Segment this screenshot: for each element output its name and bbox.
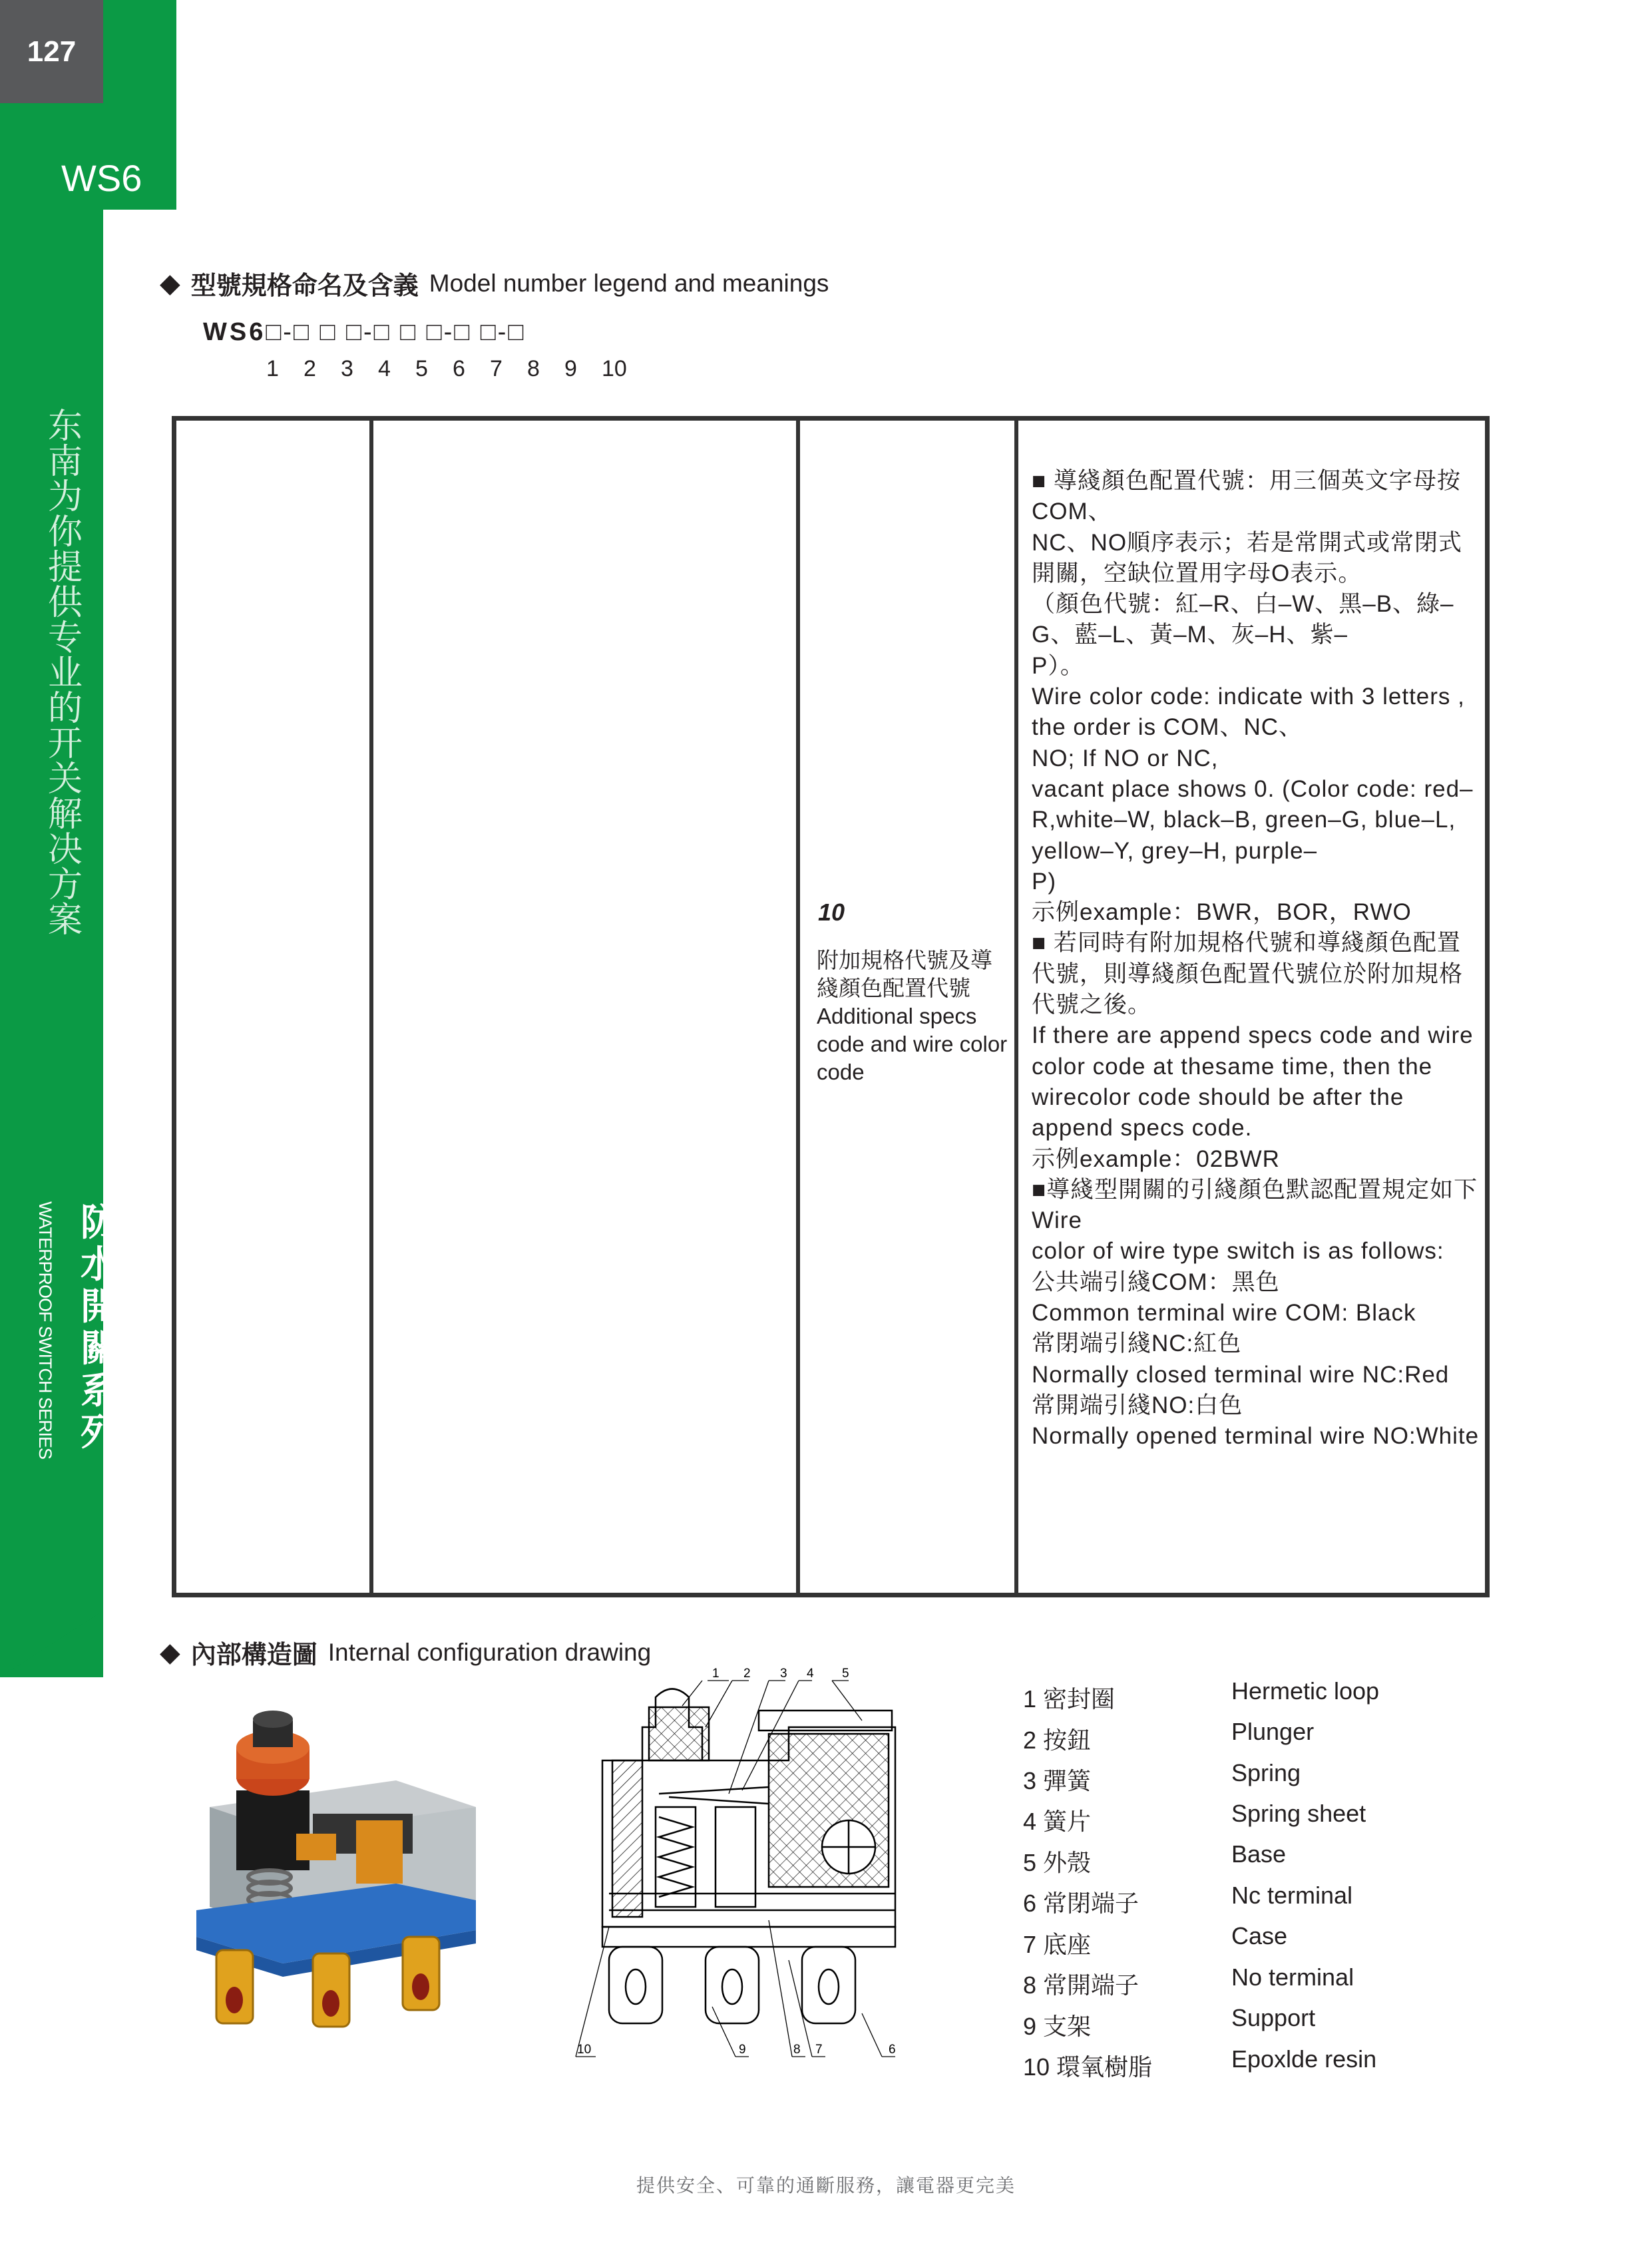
part-en: Case xyxy=(1231,1922,1288,1949)
model-code xyxy=(203,318,525,347)
diagram-callout: 4 xyxy=(807,1667,814,1681)
position-digit: 3 xyxy=(341,356,353,381)
part-zh: 7 底座 xyxy=(1023,1931,1092,1958)
part-en: Epoxlde resin xyxy=(1231,2045,1377,2073)
part-en: Nc terminal xyxy=(1231,1882,1353,1909)
diamond-bullet-icon: ◆ xyxy=(160,268,180,298)
entry-description: ■ 導綫顏色配置代號：用三個英文字母按COM、 NC、NO順序表示；若是常開式或常閉式開關，空缺位置用字母O表示。 （顏色代號：紅–R、白–W、黑–B、綠–G、藍–L、黃–M、灰–H、紫– P）。 Wire color code: indicate with 3 letters , the order is COM、NC、 NO; If NO or NC, vacant place shows 0. (Color code: red–R,white–W, black–B, green–G, blue–L, yellow–Y, grey–H, purple– P) 示例example：BWR，BOR，RWO ■ 若同時有附加規格代號和導綫顏色配置代號，則導綫顏色配置代號位於附加規格代號之後。 If there are append specs code and wire color code at thesame time, then the wirecolor code should be after the append specs code. 示例example：02BWR ■導綫型開關的引綫顏色默認配置規定如下Wire color of wire type switch is as follows: 公共端引綫COM：黑色 Common terminal wire COM: Black 常閉端引綫NC:紅色 Normally closed terminal wire NC:Red 常開端引綫NO:白色 Normally opened terminal wire NO:White xyxy=(1032,468,1480,1450)
diagram-callout: 8 xyxy=(793,2043,801,2057)
position-digit: 8 xyxy=(527,356,540,381)
diagram-callout: 3 xyxy=(780,1667,787,1681)
part-en: Hermetic loop xyxy=(1231,1677,1380,1705)
diagram-callout: 5 xyxy=(842,1667,849,1681)
diagram-callout: 7 xyxy=(815,2043,823,2057)
part-en: Base xyxy=(1231,1840,1287,1868)
model-code-boxes: □-□ □ □-□ □ □-□ □-□ xyxy=(266,318,526,346)
diagram-callout: 6 xyxy=(889,2043,896,2057)
table-col-1 xyxy=(176,421,369,1593)
part-en: Spring xyxy=(1231,1759,1301,1786)
part-zh: 4 簧片 xyxy=(1023,1808,1092,1835)
part-en: Plunger xyxy=(1231,1718,1315,1745)
position-digit: 9 xyxy=(564,356,577,381)
diagram-callout: 2 xyxy=(743,1667,751,1681)
diagram-callout: 10 xyxy=(577,2043,592,2057)
part-en: No terminal xyxy=(1231,1963,1354,1991)
position-digit: 10 xyxy=(602,356,627,381)
part-zh: 8 常開端子 xyxy=(1023,1971,1139,1999)
part-zh: 9 支架 xyxy=(1023,2013,1092,2040)
diagram-callout: 9 xyxy=(739,2043,746,2057)
part-zh: 10 環氧樹脂 xyxy=(1023,2053,1153,2081)
position-digit: 1 xyxy=(266,356,279,381)
position-digit: 4 xyxy=(378,356,391,381)
part-zh: 3 彈簧 xyxy=(1023,1767,1092,1794)
entry-number: 10 xyxy=(818,899,845,926)
part-en: Support xyxy=(1231,2004,1316,2031)
legend-heading-zh: 型號規格命名及含義 xyxy=(190,272,419,300)
position-digit: 6 xyxy=(453,356,465,381)
model-tab-label: WS6 xyxy=(61,157,142,199)
position-digit: 5 xyxy=(415,356,428,381)
position-digit: 2 xyxy=(304,356,316,381)
series-label xyxy=(27,1201,118,1460)
legend-heading xyxy=(160,265,829,302)
legend-table xyxy=(172,416,1490,1597)
internal-heading-en: Internal configuration drawing xyxy=(327,1638,652,1666)
table-col-item xyxy=(800,421,1014,1593)
series-chinese: 防水開關系列 xyxy=(81,1201,118,1453)
switch-cutaway-photo xyxy=(196,1707,489,2040)
side-slogan: 东南为你提供专业的开关解决方案 xyxy=(47,407,83,940)
page-number: 127 xyxy=(0,0,103,103)
part-zh: 1 密封圈 xyxy=(1023,1685,1116,1713)
legend-heading-en: Model number legend and meanings xyxy=(429,269,829,297)
model-code-prefix: WS6 xyxy=(203,318,266,346)
diamond-bullet-icon: ◆ xyxy=(160,1637,180,1667)
series-english: WATERPROOF SWITCH SERIES xyxy=(35,1201,55,1460)
part-zh: 6 常閉端子 xyxy=(1023,1890,1139,1917)
internal-structure-diagram xyxy=(569,1667,915,2070)
footer-slogan: 提供安全、可靠的通斷服務，讓電器更完美 xyxy=(636,2175,1016,2196)
part-zh: 5 外殼 xyxy=(1023,1849,1092,1876)
sidebar-cut xyxy=(0,1611,103,1677)
entry-name: 附加規格代號及導綫顏色配置代號 Additional specs code and wire color code xyxy=(817,948,1008,1084)
part-en: Spring sheet xyxy=(1231,1800,1366,1827)
internal-heading-zh: 內部構造圖 xyxy=(190,1641,317,1669)
position-digit: 7 xyxy=(490,356,503,381)
position-digits xyxy=(266,356,639,382)
diagram-callout: 1 xyxy=(712,1667,720,1681)
table-col-description xyxy=(1018,421,1485,1593)
part-zh: 2 按鈕 xyxy=(1023,1727,1092,1754)
table-col-2 xyxy=(373,421,796,1593)
internal-heading xyxy=(160,1634,651,1671)
